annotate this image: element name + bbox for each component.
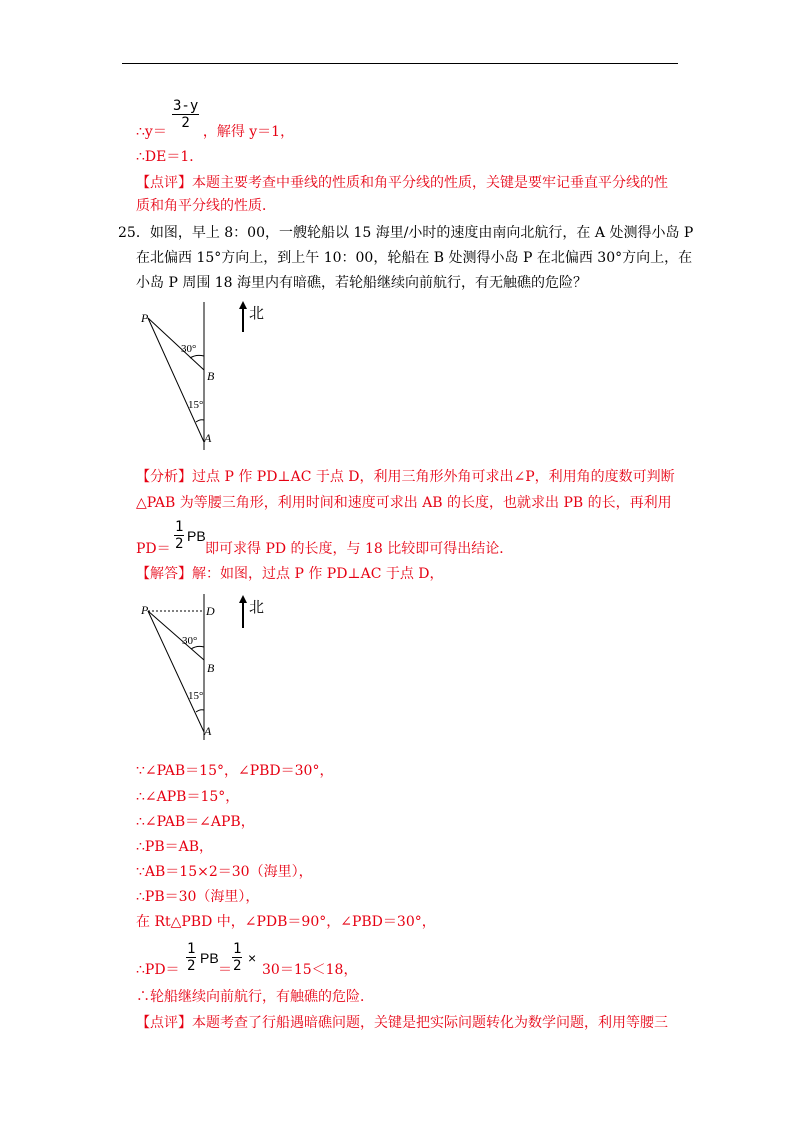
analysis-line-1: 【分析】过点 P 作 PD⊥AC 于点 D，利用三角形外角可求出∠P，利用角的度数可判断 (136, 469, 675, 485)
fraction-one-half-2: $\frac{1}{2}$ (233, 941, 242, 974)
figure-2-diagram (138, 592, 278, 747)
angle-arc-top (190, 355, 204, 358)
solution-conclusion: ∴轮船继续向前航行，有触礁的危险． (136, 989, 374, 1005)
angle-arc-bottom (196, 420, 204, 422)
analysis-line-2: △PAB 为等腰三角形，利用时间和速度可求出 AB 的长度，也就求出 PB 的长，再利用 (136, 495, 672, 511)
label-angle-30: 30° (181, 343, 197, 355)
angle-arc-bottom (196, 710, 204, 712)
figure-1-diagram (138, 300, 278, 460)
pb-term: PB (200, 950, 219, 966)
pd-prefix: ∴PD＝ (136, 962, 180, 978)
solution-step: ∴PB＝30（海里）， (136, 889, 260, 905)
label-a: A (204, 724, 212, 738)
solution-step: ∴∠PAB＝∠APB， (136, 814, 255, 830)
label-angle-30: 30° (182, 635, 198, 647)
question-line-2: 在北偏西 15°方向上，到上午 10：00，轮船在 B 处测得小岛 P 在北偏西 30°方向上，在 (136, 250, 693, 266)
pb-term: PB (187, 528, 206, 544)
header-rule (122, 63, 678, 64)
fraction-one-half-1: $\frac{1}{2}$ (187, 941, 196, 974)
label-angle-15: 15° (188, 399, 204, 411)
solution-step: 在 Rt△PBD 中，∠PDB＝90°，∠PBD＝30°， (136, 914, 436, 930)
line-pa (148, 611, 204, 732)
label-b: B (207, 369, 215, 383)
solution-step: ∴∠APB＝15°， (136, 789, 240, 805)
label-d: D (206, 604, 215, 618)
solution-step: ∵AB＝15×2＝30（海里）， (136, 864, 313, 880)
line-de-result: ∴DE＝1． (136, 149, 204, 165)
comment-line-2: 质和角平分线的性质． (136, 198, 276, 214)
pd-equals: ＝ (218, 962, 232, 978)
final-comment: 【点评】本题考查了行船遇暗礁问题，关键是把实际问题转化为数学问题，利用等腰三 (136, 1015, 668, 1031)
north-arrow-head-icon (239, 301, 247, 309)
analysis-line-3-prefix: PD＝ (136, 541, 171, 557)
label-b: B (207, 661, 215, 675)
label-angle-15: 15° (188, 690, 204, 702)
comment-line-1: 【点评】本题主要考查中垂线的性质和角平分线的性质，关键是要牢记垂直平分线的性 (136, 175, 668, 191)
label-p: P (141, 603, 149, 617)
pd-suffix: 30＝15＜18， (262, 962, 358, 978)
label-north: 北 (249, 306, 265, 322)
question-line-3: 小岛 P 周围 18 海里内有暗礁，若轮船继续向前航行，有无触礁的危险？ (136, 275, 588, 291)
line-pa (148, 318, 204, 442)
solution-step: ∵∠PAB＝15°，∠PBD＝30°， (136, 763, 334, 779)
solution-step: ∴PB＝AB， (136, 839, 214, 855)
question-line-1: 25．如图，早上 8：00，一艘轮船以 15 海里/小时的速度由南向北航行，在 A 处测得小岛 P (118, 225, 694, 241)
label-a: A (204, 431, 212, 445)
line-y-result: ∴y＝ ，解得 y＝1， (136, 124, 295, 140)
label-north: 北 (249, 600, 265, 616)
fraction-3-y-over-2: $\frac{3-y}{2}$ (173, 98, 199, 131)
north-arrow-head-icon (239, 595, 247, 603)
times-sign: × (248, 950, 257, 966)
solution-intro: 【解答】解：如图，过点 P 作 PD⊥AC 于点 D， (136, 566, 444, 582)
analysis-line-3-suffix: 即可求得 PD 的长度，与 18 比较即可得出结论． (205, 541, 514, 557)
fraction-one-half: $\frac{1}{2}$ (175, 519, 184, 552)
label-p: P (141, 311, 149, 325)
